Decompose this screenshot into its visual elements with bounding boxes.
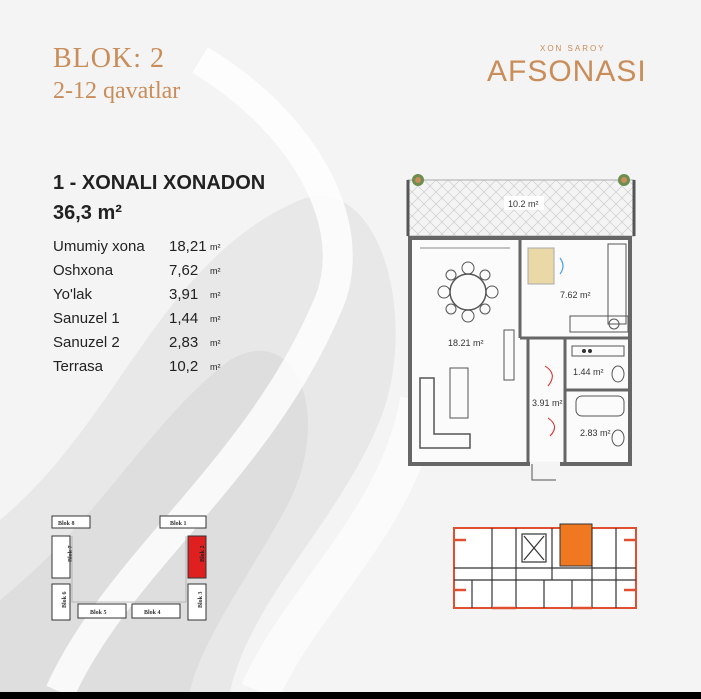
room-name: Terrasa: [53, 358, 104, 375]
room-row: [53, 262, 243, 286]
room-row: [53, 358, 243, 382]
terrace-area-label: 10.2 m²: [508, 199, 539, 209]
kitchen-table: [528, 248, 554, 284]
bath2-area-label: 2.83 m²: [580, 428, 611, 438]
floor-key-plan: [452, 520, 640, 612]
room-unit: m²: [210, 362, 221, 372]
room-area: 1,44: [169, 310, 199, 327]
hall-area-label: 3.91 m²: [532, 398, 563, 408]
site-block-label: Blok 3: [198, 591, 204, 608]
room-row: [53, 238, 243, 262]
highlighted-apartment: [560, 524, 592, 566]
room-row: [53, 310, 243, 334]
room-row: [53, 334, 243, 358]
room-unit: m²: [210, 242, 221, 252]
room-name: Oshxona: [53, 262, 114, 279]
room-area: 3,91: [169, 286, 199, 303]
room-unit: m²: [210, 290, 221, 300]
room-name: Yo'lak: [53, 286, 93, 303]
site-block-label: Blok 2: [200, 545, 206, 562]
room-unit: m²: [210, 338, 221, 348]
room-row: [53, 286, 243, 310]
room-unit: m²: [210, 314, 221, 324]
site-block-label: Blok 8: [58, 521, 75, 527]
room-area: 18,21: [169, 238, 207, 255]
room-area-list: [53, 238, 243, 382]
site-block-label: Blok 4: [144, 610, 161, 616]
kitchen-area-label: 7.62 m²: [560, 290, 591, 300]
site-plan: [50, 508, 220, 628]
living-area-label: 18.21 m²: [448, 338, 484, 348]
room-area: 2,83: [169, 334, 199, 351]
apartment-floor-plan: [400, 168, 640, 488]
site-block-label: Blok 5: [90, 610, 107, 616]
floors-label: 2-12 qavatlar: [53, 78, 181, 104]
brand-logo: AFSONASI: [487, 55, 647, 88]
apartment-title: 1 - XONALI XONADON: [53, 172, 266, 194]
room-name: Umumiy xona: [53, 238, 145, 255]
room-area: 10,2: [169, 358, 199, 375]
site-block-label: Blok 1: [170, 521, 187, 527]
site-block-label: Blok 6: [62, 591, 68, 608]
room-name: Sanuzel 1: [53, 310, 120, 327]
room-unit: m²: [210, 266, 221, 276]
brand-subtitle: XON SAROY: [540, 44, 606, 53]
room-area: 7,62: [169, 262, 199, 279]
apartment-total-area: 36,3 m²: [53, 202, 122, 224]
bath1-area-label: 1.44 m²: [573, 367, 604, 377]
room-name: Sanuzel 2: [53, 334, 120, 351]
site-block-label: Blok 7: [68, 545, 74, 562]
blok-label: BLOK: 2: [53, 43, 165, 74]
